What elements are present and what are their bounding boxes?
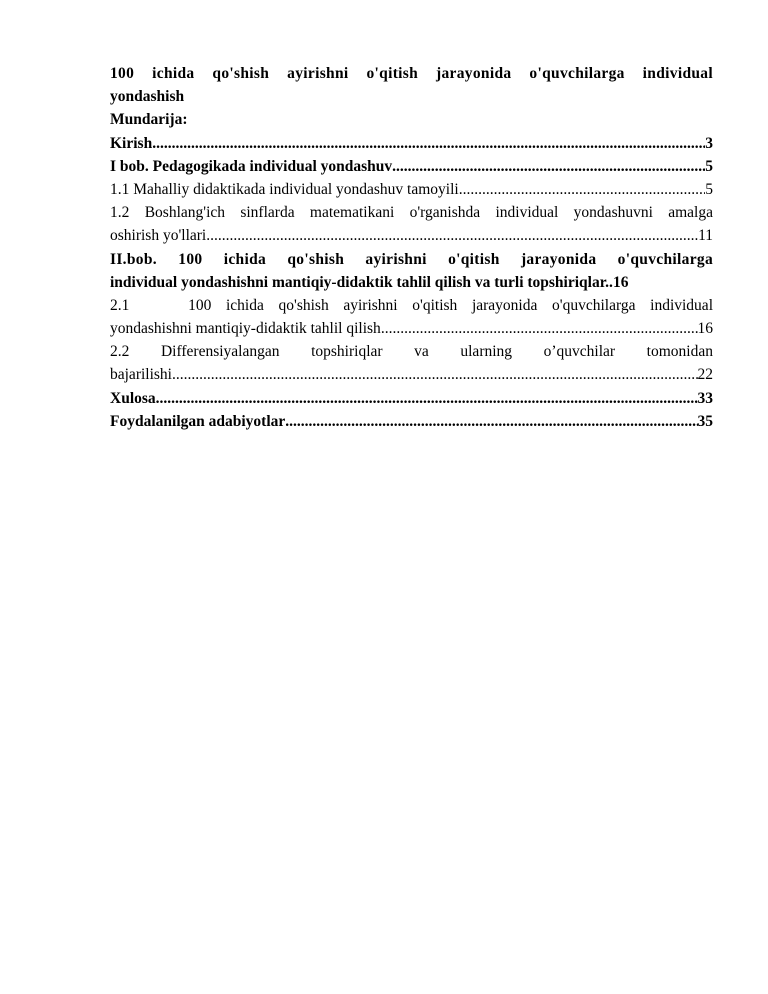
dot-leader [156, 387, 698, 410]
toc-entry-chapter-2 [110, 271, 713, 294]
document-page [110, 62, 713, 433]
toc-entry-section-1-1 [110, 178, 713, 201]
toc-entry-section-1-2 [110, 224, 713, 247]
toc-entry-section-2-2-line-1: 2.2 Differensiyalangan topshiriqlar va ularning o’quvchilar tomonidan [110, 343, 713, 361]
contents-heading: Mundarija: [110, 111, 188, 129]
dot-leader [285, 410, 697, 433]
toc-entry-chapter-2-line-1: II.bob. 100 ichida qo'shish ayirishni o'qitish jarayonida o'quvchilarga [110, 250, 713, 268]
dot-leader [206, 224, 698, 247]
dot-leader [392, 155, 705, 178]
toc-entry-text: Foydalanilgan adabiyotlar [110, 412, 286, 430]
toc-entry-text: Kirish [110, 134, 153, 152]
document-title-line-1: 100 ichida qo'shish ayirishni o'qitish jarayonida o'quvchilarga individual [110, 65, 713, 82]
toc-page-number: 16 [697, 320, 713, 338]
toc-entry-section-2-1 [110, 317, 713, 340]
toc-page-number: 16 [612, 273, 629, 291]
toc-page-number: 3 [705, 134, 713, 152]
toc-entry-text: yondashishni mantiqiy-didaktik tahlil qilish [110, 320, 381, 338]
toc-page-number: 35 [697, 412, 713, 430]
toc-entry-conclusion [110, 387, 713, 410]
toc-entry-text: I bob. Pedagogikada individual yondashuv [110, 157, 393, 175]
toc-entry-text: individual yondashishni mantiqiy-didaktik tahlil qilish va turli topshiriqlar.. [110, 273, 613, 291]
toc-entry-text: oshirish yo'llari [110, 227, 207, 245]
dot-leader [381, 317, 698, 340]
dot-leader [172, 363, 698, 386]
toc-entry-introduction [110, 132, 713, 155]
document-title-line-2: yondashish [110, 88, 185, 106]
toc-entry-text: bajarilishi [110, 366, 172, 384]
dot-leader [152, 132, 705, 155]
toc-entry-references [110, 410, 713, 433]
toc-page-number: 5 [705, 157, 713, 175]
toc-entry-section-2-2 [110, 363, 713, 386]
toc-entry-chapter-1 [110, 155, 713, 178]
toc-entry-text: Xulosa [110, 389, 156, 407]
toc-page-number: 5 [705, 180, 713, 198]
dot-leader [459, 178, 706, 201]
toc-page-number: 11 [698, 227, 713, 245]
toc-entry-section-2-1-line-1: 2.1 100 ichida qo'shish ayirishni o'qitish jarayonida o'quvchilarga individual [110, 296, 713, 314]
toc-entry-text: 1.1 Mahalliy didaktikada individual yondashuv tamoyili [110, 180, 459, 198]
toc-page-number: 33 [697, 389, 713, 407]
toc-page-number: 22 [697, 366, 713, 384]
toc-entry-section-1-2-line-1: 1.2 Boshlang'ich sinflarda matematikani o'rganishda individual yondashuvni amalga [110, 204, 713, 222]
